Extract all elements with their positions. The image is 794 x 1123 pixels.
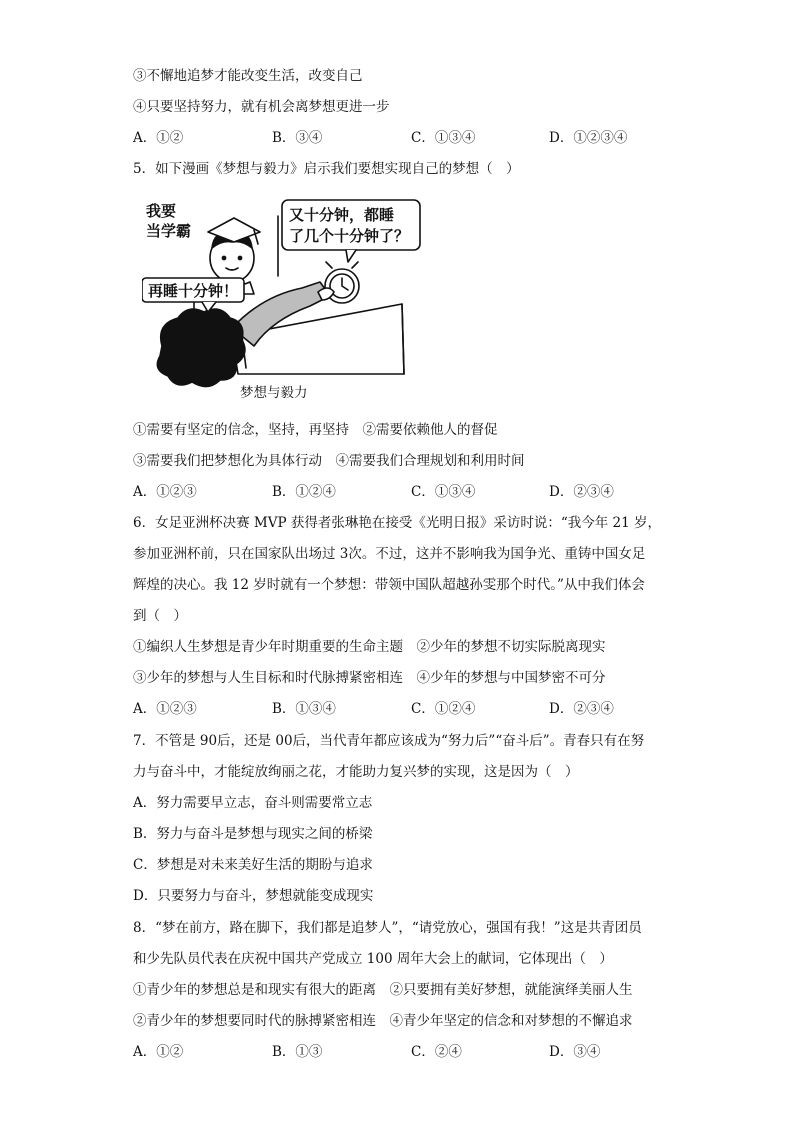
q4-item-4: ④只要坚持努力，就有机会离梦想更进一步 (133, 99, 390, 115)
q6-stem-line3: 辉煌的决心。我 12 岁时就有一个梦想：带领中国队超越孙雯那个时代。”从中我们体会 (133, 577, 645, 593)
q4-options (133, 128, 653, 148)
q8-stem-line2: 和少先队员代表在庆祝中国共产党成立 100 周年大会上的献词，它体现出（ ） (133, 951, 613, 967)
q4-option-c: C．①③④ (411, 130, 476, 146)
q8-stem-line1: 8．“梦在前方，路在脚下，我们都是追梦人”，“请党放心，强国有我！”这是共青团员 (133, 920, 642, 936)
q7-option-c: C．梦想是对未来美好生活的期盼与追求 (133, 857, 373, 873)
q5-option-a: A．①②③ (133, 484, 197, 500)
q5-option-c: C．①③④ (411, 484, 476, 500)
q8-options (133, 1042, 653, 1062)
bubble-sleeper: 再睡十分钟！ (148, 282, 239, 300)
q4-option-b: B．③④ (272, 130, 323, 146)
q6-items-line2: ③少年的梦想与人生目标和时代脉搏紧密相连 ④少年的梦想与中国梦密不可分 (133, 670, 606, 686)
q7-option-d: D．只要努力与奋斗，梦想就能变成现实 (133, 888, 374, 904)
q8-option-b: B．①③ (272, 1044, 323, 1060)
q8-option-d: D．③④ (549, 1044, 601, 1060)
q6-stem-line2: 参加亚洲杯前，只在国家队出场过 3次。不过，这并不影响我为国争光、重铸中国女足 (133, 546, 646, 562)
bubble-clock-line2: 了几个十分钟了？ (289, 227, 410, 245)
q7-stem-line1: 7．不管是 90后，还是 00后，当代青年都应该成为“努力后”“奋斗后”。青春只有在努 (133, 733, 645, 749)
q6-option-d: D．②③④ (549, 701, 614, 717)
q8-option-a: A．①② (133, 1044, 184, 1060)
q6-stem-line1: 6．女足亚洲杯决赛 MVP 获得者张琳艳在接受《光明日报》采访时说：“我今年 21 岁， (133, 515, 661, 531)
q7-option-a: A．努力需要早立志，奋斗则需要常立志 (133, 795, 373, 811)
q5-items-line2: ③需要我们把梦想化为具体行动 ④需要我们合理规划和利用时间 (133, 453, 525, 469)
q5-option-d: D．②③④ (549, 484, 614, 500)
q5-stem: 5．如下漫画《梦想与毅力》启示我们要想实现自己的梦想（ ） (133, 161, 520, 177)
q7-option-b: B．努力与奋斗是梦想与现实之间的桥梁 (133, 826, 373, 842)
q8-option-c: C．②④ (411, 1044, 462, 1060)
q6-stem-line4: 到（ ） (133, 608, 187, 624)
cartoon-illustration (142, 196, 430, 408)
q5-options (133, 482, 653, 502)
cartoon-caption: 梦想与毅力 (240, 385, 308, 401)
bubble-boy-line2: 当学霸 (146, 222, 192, 240)
bubble-boy-line1: 我要 (146, 202, 177, 220)
q5-option-b: B．①②④ (272, 484, 336, 500)
q8-items-line2: ②青少年的梦想要同时代的脉搏紧密相连 ④青少年坚定的信念和对梦想的不懈追求 (133, 1013, 633, 1029)
q8-items-line1: ①青少年的梦想总是和现实有很大的距离 ②只要拥有美好梦想，就能演绎美丽人生 (133, 982, 633, 998)
q5-items-line1: ①需要有坚定的信念，坚持，再坚持 ②需要依赖他人的督促 (133, 422, 498, 438)
q6-option-a: A．①②③ (133, 701, 197, 717)
q6-items-line1: ①编织人生梦想是青少年时期重要的生命主题 ②少年的梦想不切实际脱离现实 (133, 639, 606, 655)
q7-stem-line2: 力与奋斗中，才能绽放绚丽之花，才能助力复兴梦的实现，这是因为（ ） (133, 764, 579, 780)
bubble-clock-line1: 又十分钟，都睡 (289, 206, 395, 224)
q4-option-a: A．①② (133, 130, 184, 146)
q4-item-3: ③不懈地追梦才能改变生活，改变自己 (133, 68, 363, 84)
q6-option-b: B．①③④ (272, 701, 336, 717)
q6-option-c: C．①②④ (411, 701, 476, 717)
q4-option-d: D．①②③④ (549, 130, 628, 146)
q6-options (133, 699, 653, 719)
